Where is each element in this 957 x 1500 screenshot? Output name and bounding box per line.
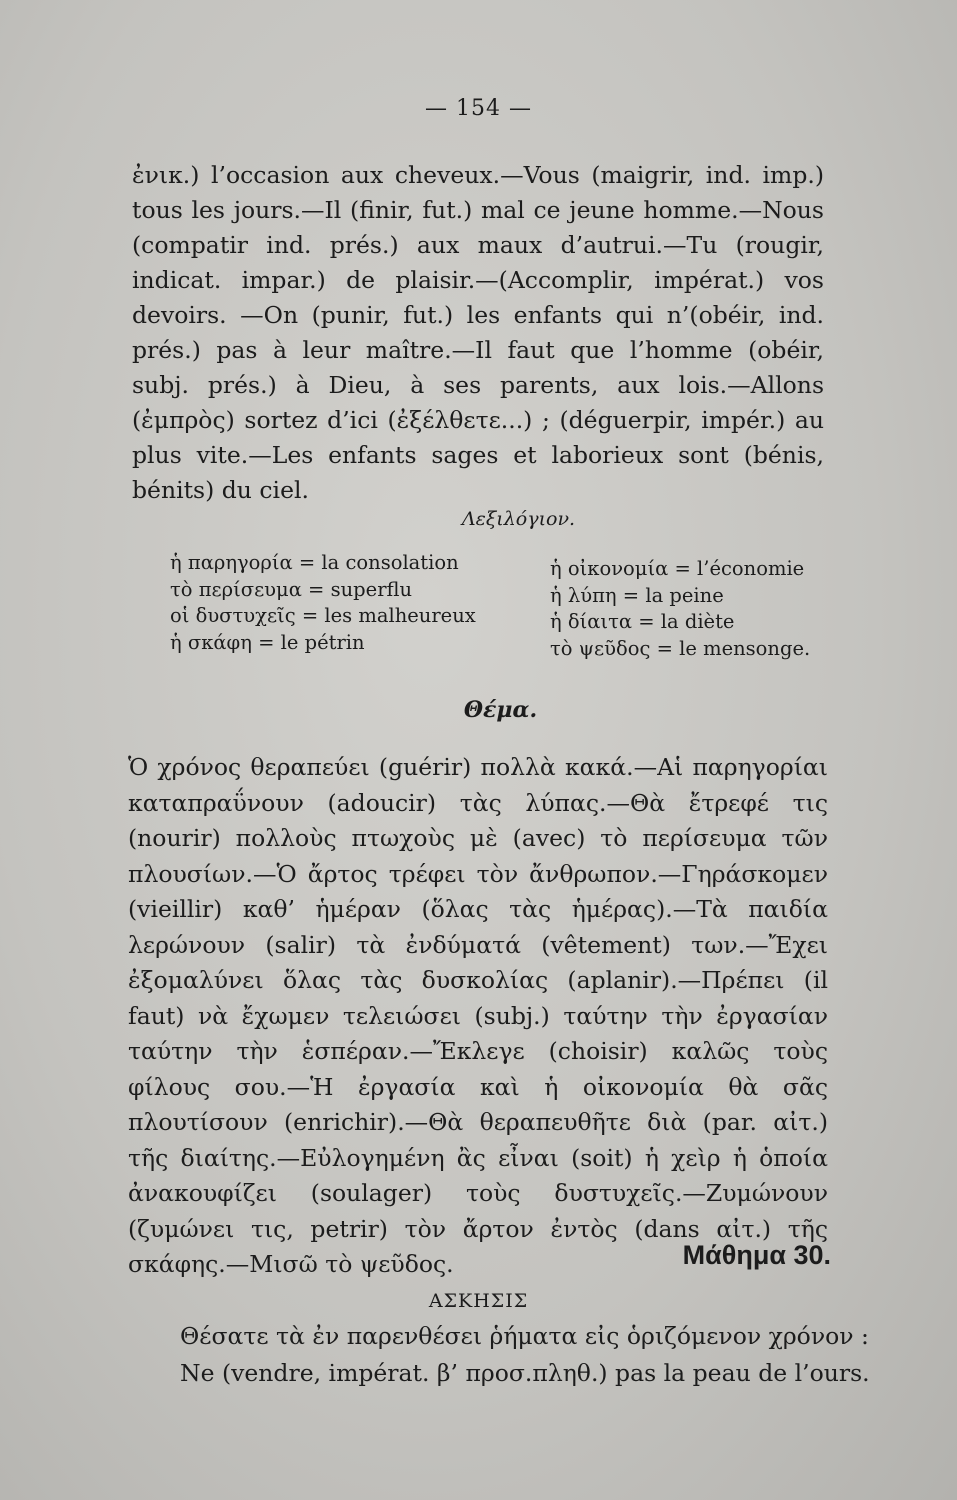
exercise-title: ΑΣΚΗΣΙΣ <box>428 1290 529 1312</box>
lesson-title: Μάθημα 30. <box>682 1240 831 1270</box>
lexicon-entry: ἡ λύπη = la peine <box>550 583 724 607</box>
lexicon-entry: ἡ παρηγορία = la consolation <box>170 551 459 574</box>
lexicon-left-column <box>170 550 476 656</box>
lexicon-entry: τὸ περίσευμα = superflu <box>170 577 413 601</box>
lexicon-entry: τὸ ψεῦδος = le mensonge. <box>550 636 811 660</box>
page-number: — 154 — <box>425 96 532 121</box>
exercise-line: Ne (vendre, impérat. β’ προσ.πληθ.) pas la peau de l’ours. <box>180 1359 870 1387</box>
lexicon-title: Λεξιλόγιον. <box>461 508 576 530</box>
lexicon-right-column <box>550 556 810 662</box>
exercise-instruction: Θέσατε τὰ ἐν παρενθέσει ῥήματα εἰς ὁριζόμενον χρόνον : <box>180 1322 869 1350</box>
lexicon-entry: ἡ δίαιτα = la diète <box>550 610 735 633</box>
lexicon-entry: ἡ οἰκονομία = l’économie <box>550 557 805 580</box>
theme-title: Θέμα. <box>463 697 538 723</box>
exercise-paragraph: ἐνικ.) l’occasion aux cheveux.—Vous (maigrir, ind. imp.) tous les jours.—Il (finir, fut.) mal ce jeune homme.—Nous (compatir ind. prés.) aux maux d’autrui.—Tu (rougir, indicat. impar.) de plaisir.—(Accomplir, impérat.) vos devoirs. —On (punir, fut.) les enfants qui n’(obéir, ind. prés.) pas à leur maître.—Il faut que l’homme (obéir, subj. prés.) à Dieu, à ses parents, aux lois.—Allons (ἐμπρὸς) sortez d’ici (ἐξέλθετε...) ; (déguerpir, impér.) au plus vite.—Les enfants sages et laborieux sont (bénis, bénits) du ciel. <box>132 161 824 504</box>
lexicon-entry: ἡ σκάφη = le pétrin <box>170 630 365 654</box>
lexicon-entry: οἱ δυστυχεῖς = les malheureux <box>170 604 476 627</box>
theme-paragraph: Ὁ χρόνος θεραπεύει (guérir) πολλὰ κακά.—Αἱ παρηγορίαι καταπραΰνουν (adoucir) τὰς λύπας.—Θὰ ἔτρεφέ τις (nourir) πολλοὺς πτωχοὺς μὲ (avec) τὸ περίσευμα τῶν πλουσίων.—Ὁ ἄρτος τρέφει τὸν ἄνθρωπον.—Γηράσκομεν (vieillir) καθ’ ἡμέραν (ὅλας τὰς ἡμέρας).—Τὰ παιδία λερώνουν (salir) τὰ ἐνδύματά (vêtement) των.—Ἔχει ἐξομαλύνει ὅλας τὰς δυσκολίας (aplanir).—Πρέπει (il faut) νὰ ἔχωμεν τελειώσει (subj.) ταύτην τὴν ἐργασίαν ταύτην τὴν ἑσπέραν.—Ἔκλεγε (choisir) καλῶς τοὺς φίλους σου.—Ἡ ἐργασία καὶ ἡ οἰκονομία θὰ σᾶς πλουτίσουν (enrichir).—Θὰ θεραπευθῆτε διὰ (par. αἰτ.) τῆς διαίτης.—Εὐλογημένη ἂς εἶναι (soit) ἡ χεὶρ ἡ ὁποία ἀνακουφίζει (soulager) τοὺς δυστυχεῖς.—Ζυμώνουν (ζυμώνει τις, petrir) τὸν ἄρτον ἐντὸς (dans αἰτ.) τῆς σκάφης.—Μισῶ τὸ ψεῦδος. <box>128 753 828 1278</box>
